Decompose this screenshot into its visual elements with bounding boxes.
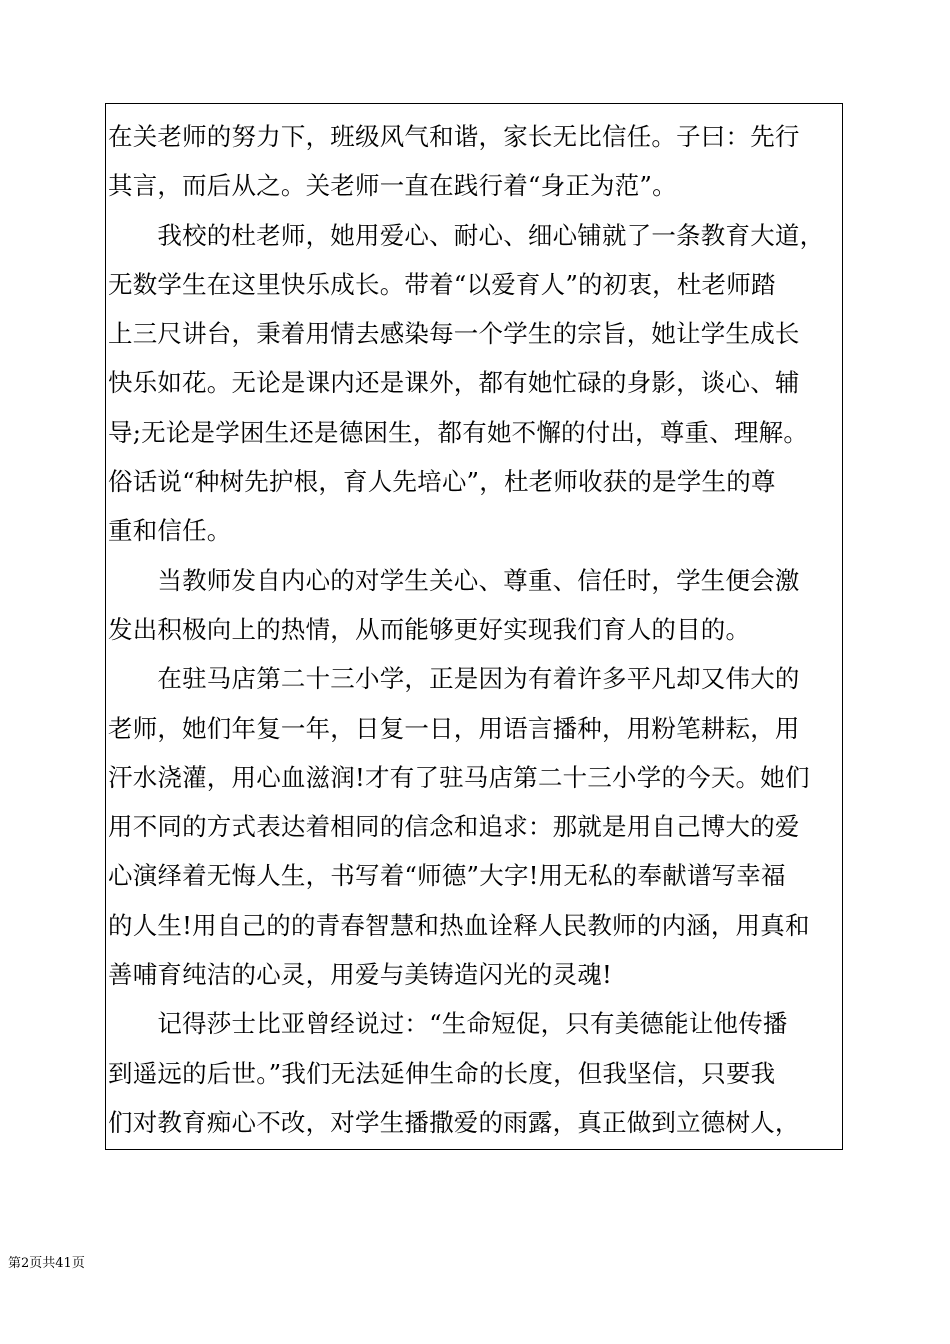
text-line: 们对教育痴心不改，对学生播撒爱的雨露，真正做到立德树人，: [108, 1107, 800, 1137]
text-line: 老师，她们年复一年，日复一日，用语言播种，用粉笔耕耘，用: [108, 713, 800, 743]
text-line: 心演绎着无悔人生，书写着“师德”大字!用无私的奉献谱写幸福: [108, 861, 786, 891]
text-line: 俗话说“种树先护根，育人先培心”，杜老师收获的是学生的尊: [108, 467, 776, 497]
document-body: [108, 112, 842, 1147]
text-line: 在驻马店第二十三小学，正是因为有着许多平凡却又伟大的: [108, 664, 800, 694]
text-line: 善哺育纯洁的心灵，用爱与美铸造闪光的灵魂!: [108, 960, 613, 990]
text-line: 在关老师的努力下，班级风气和谐，家长无比信任。子曰：先行: [108, 122, 800, 151]
text-line: 的人生!用自己的的青春智慧和热血诠释人民教师的内涵，用真和: [108, 910, 810, 940]
text-line: 导;无论是学困生还是德困生，都有她不懈的付出，尊重、理解。: [108, 417, 809, 447]
page-indicator: 第2页共41页: [8, 1256, 85, 1271]
text-line: 发出积极向上的热情，从而能够更好实现我们育人的目的。: [108, 614, 751, 644]
text-line: 其言，而后从之。关老师一直在践行着“身正为范”。: [108, 171, 677, 201]
text-line: 上三尺讲台，秉着用情去感染每一个学生的宗旨，她让学生成长: [108, 319, 800, 349]
text-line: 用不同的方式表达着相同的信念和追求：那就是用自己博大的爱: [108, 812, 800, 842]
text-line: 无数学生在这里快乐成长。带着“以爱育人”的初衷，杜老师踏: [108, 269, 776, 299]
text-line: 快乐如花。无论是课内还是课外，都有她忙碌的身影，谈心、辅: [108, 368, 800, 398]
text-line: 到遥远的后世。”我们无法延伸生命的长度，但我坚信，只要我: [108, 1058, 776, 1088]
text-line: 重和信任。: [108, 516, 232, 546]
text-line: 记得莎士比亚曾经说过：“生命短促，只有美德能让他传播: [108, 1009, 788, 1039]
text-line: 汗水浇灌，用心血滋润!才有了驻马店第二十三小学的今天。她们: [108, 762, 810, 792]
text-line: 我校的杜老师，她用爱心、耐心、细心铺就了一条教育大道，: [108, 220, 825, 250]
text-line: 当教师发自内心的对学生关心、尊重、信任时，学生便会激: [108, 565, 800, 595]
